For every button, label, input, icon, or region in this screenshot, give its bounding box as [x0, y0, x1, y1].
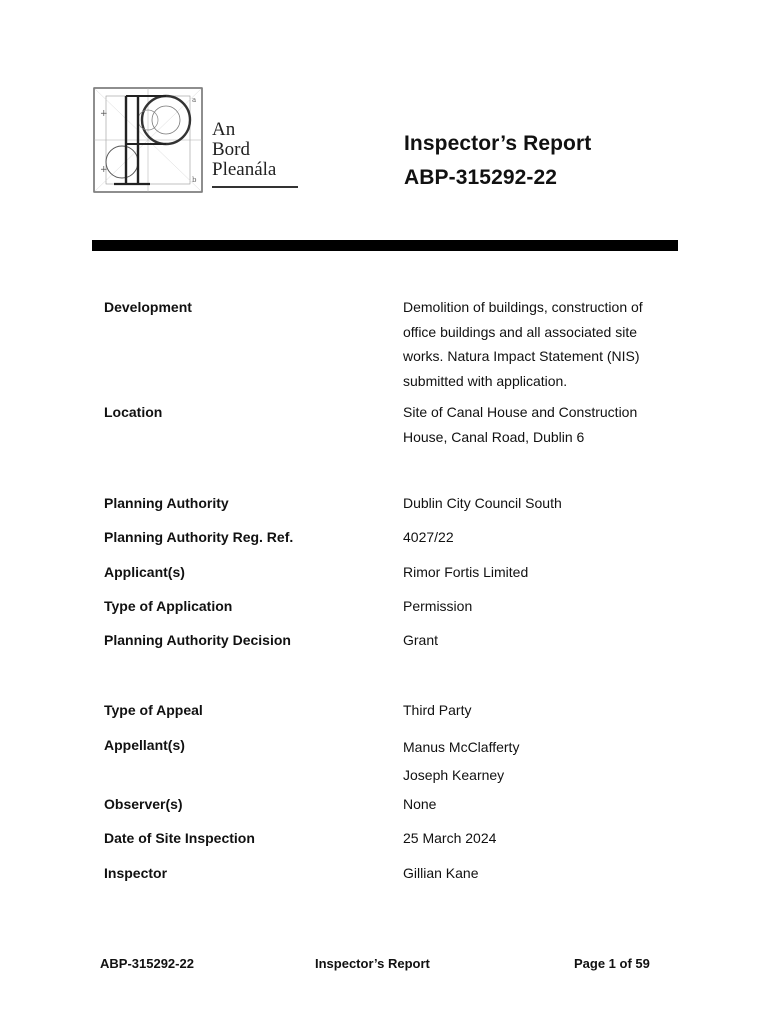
field-value-line: Gillian Kane — [403, 865, 479, 881]
logo-line-an: An — [212, 119, 236, 140]
title-divider — [92, 240, 678, 251]
field-value — [403, 525, 678, 550]
field-label: Planning Authority Decision — [104, 632, 291, 648]
organisation-logo — [92, 86, 302, 194]
report-title: Inspector’s Report — [404, 132, 592, 155]
field-label: Inspector — [104, 865, 168, 881]
field-label: Observer(s) — [104, 796, 183, 812]
field-label: Development — [104, 299, 192, 315]
field-value-line: Third Party — [403, 702, 472, 718]
field-value-line: Demolition of buildings, construction of — [403, 299, 643, 315]
field-label: Appellant(s) — [104, 737, 185, 753]
footer-reference: ABP-315292-22 — [100, 956, 194, 971]
field-value-line: Permission — [403, 598, 473, 614]
svg-text:b: b — [192, 176, 197, 184]
svg-text:a: a — [192, 96, 197, 104]
field-label: Type of Appeal — [104, 702, 203, 718]
footer-title: Inspector’s Report — [315, 956, 430, 971]
field-label: Location — [104, 404, 163, 420]
logo-line-bord: Bord — [212, 139, 250, 160]
field-value-line: 4027/22 — [403, 529, 454, 545]
field-value — [403, 560, 678, 585]
field-value-line: Grant — [403, 632, 439, 648]
field-label: Applicant(s) — [104, 564, 185, 580]
field-value-line: 25 March 2024 — [403, 830, 497, 846]
field-value-line: submitted with application. — [403, 372, 568, 389]
pleanala-p-logo-icon — [92, 86, 204, 194]
field-value-line: office buildings and all associated site — [403, 323, 638, 340]
field-label: Planning Authority Reg. Ref. — [104, 529, 294, 545]
footer-page-number: Page 1 of 59 — [574, 956, 650, 971]
svg-text:+: + — [100, 109, 108, 119]
field-value-line: works. Natura Impact Statement (NIS) — [403, 348, 640, 364]
field-value — [403, 698, 678, 723]
field-value-line: Manus McClafferty — [403, 739, 520, 755]
field-value-line: House, Canal Road, Dublin 6 — [403, 428, 585, 445]
field-value — [403, 400, 678, 449]
field-value-line: Rimor Fortis Limited — [403, 564, 529, 580]
field-value — [403, 628, 678, 653]
field-label: Planning Authority — [104, 495, 229, 511]
field-value — [403, 594, 678, 619]
field-value — [403, 826, 678, 851]
field-value — [403, 733, 678, 789]
logo-underline — [212, 186, 298, 188]
field-label: Type of Application — [104, 598, 233, 614]
field-value-line: Dublin City Council South — [403, 495, 562, 511]
field-value-line: Site of Canal House and Construction — [403, 404, 638, 420]
report-reference: ABP-315292-22 — [404, 166, 558, 189]
logo-line-pleanala: Pleanála — [212, 159, 277, 180]
page-footer — [0, 956, 770, 976]
field-value — [403, 491, 678, 516]
field-value — [403, 295, 678, 393]
field-value-line: Joseph Kearney — [403, 767, 505, 783]
field-value-line: None — [403, 796, 437, 812]
field-value — [403, 792, 678, 817]
logo-wordmark — [212, 120, 276, 180]
svg-text:+: + — [100, 165, 108, 175]
field-label: Date of Site Inspection — [104, 830, 255, 846]
report-title-block — [404, 128, 591, 194]
field-value — [403, 861, 678, 886]
